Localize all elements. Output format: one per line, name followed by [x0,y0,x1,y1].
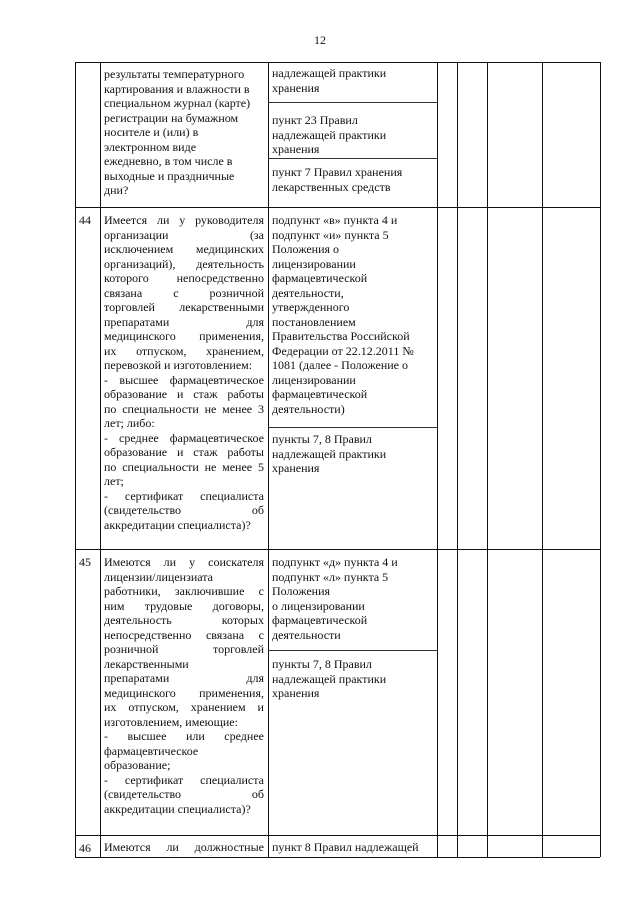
requirement-line: фармацевтической [272,387,368,401]
question-line: которого непосредственно [104,271,264,285]
question-line: картирования и влажности в [104,81,250,96]
question-line: фармацевтическое [104,743,199,758]
requirement-line: надлежащей практики [272,127,387,142]
row-border [75,857,600,858]
requirement-divider [268,158,437,159]
requirement-line: деятельности [272,627,341,642]
requirement-line: пункт 8 Правил надлежащей [272,840,419,854]
question-line: ним трудовые договоры, [104,598,264,613]
row-number: 45 [79,555,91,569]
column-border [75,62,76,857]
requirement-line: постановлением [272,314,356,329]
question-line: торговлей лекарственными [104,300,264,314]
column-border [100,62,101,857]
question-line: розничной торговлей [104,642,264,656]
requirement-line: 1081 (далее - Положение о [272,358,408,372]
question-line: организаций), деятельность [104,256,264,271]
column-border [487,62,488,857]
column-border [542,62,543,857]
requirement-line: лицензировании [272,256,356,271]
question-line: непосредственно связана с [104,627,264,642]
question-line: лет; [104,474,124,488]
question-line: регистрации на бумажном [104,110,239,125]
requirement-line: подпункт «л» пункта 5 [272,569,389,584]
row-number: 44 [79,213,91,227]
question-line: изготовлением, имеющие: [104,714,238,729]
requirement-line: надлежащей практики [272,66,387,80]
question-line: образование и стаж работы [104,387,264,401]
question-line: - среднее фармацевтическое [104,430,264,445]
requirement-line: подпункт «д» пункта 4 и [272,555,398,569]
row-number: 46 [79,841,91,855]
row-border [75,207,600,208]
question-line: организации (за [104,227,264,242]
page-number: 12 [314,33,326,47]
requirement-line: утвержденного [272,300,350,314]
question-line: результаты температурного [104,67,245,81]
question-line: их отпуском, хранением и [104,700,264,714]
question-line: Имеются ли должностные [104,840,264,854]
question-line: по специальности не менее 3 [104,401,264,416]
requirement-line: пункты 7, 8 Правил [272,657,372,671]
question-line: образование и стаж работы [104,445,264,459]
row-border [75,549,600,550]
question-line: препаратами для [104,671,264,685]
requirement-line: хранения [272,80,320,95]
question-line: Имеются ли у соискателя [104,555,264,569]
question-line: лет; либо: [104,416,155,430]
question-line: ежедневно, в том числе в [104,154,233,168]
question-line: аккредитации специалиста)? [104,517,251,532]
requirement-line: о лицензировании [272,598,365,613]
requirement-line: лицензировании [272,372,356,387]
question-line: перевозкой и изготовлением: [104,358,253,372]
question-line: медицинского применения, [104,329,264,343]
question-line: выходные и праздничные [104,168,235,183]
requirement-line: Правительства Российской [272,329,410,343]
question-line: (свидетельство об [104,503,264,517]
column-border [437,62,438,857]
question-line: электронном виде [104,139,197,154]
row-border [75,835,600,836]
requirement-line: фармацевтической [272,271,368,285]
column-border [268,62,269,857]
question-line: - сертификат специалиста [104,488,264,503]
question-line: - сертификат специалиста [104,772,264,787]
question-line: связана с розничной [104,285,264,300]
question-line: - высшее фармацевтическое [104,372,264,387]
question-line: носителе и (или) в [104,125,199,139]
requirement-divider [268,650,437,651]
requirement-line: надлежащей практики [272,671,387,686]
requirement-line: пункт 23 Правил [272,113,358,127]
question-line: специальном журнал (карте) [104,96,251,110]
requirement-line: пункт 7 Правил хранения [272,165,403,179]
requirement-divider [268,427,437,428]
requirement-line: Положения [272,584,331,598]
requirement-line: надлежащей практики [272,446,387,461]
requirement-line: Федерации от 22.12.2011 № [272,343,414,358]
requirement-line: подпункт «в» пункта 4 и [272,213,398,227]
requirement-line: хранения [272,142,320,156]
question-line: исключением медицинских [104,242,264,256]
row-border [75,62,600,63]
requirement-line: лекарственных средств [272,179,391,194]
question-line: образование; [104,758,171,772]
question-line: их отпуском, хранением, [104,343,264,358]
requirement-line: Положения о [272,242,340,256]
requirement-line: подпункт «и» пункта 5 [272,227,389,242]
requirement-divider [268,102,437,103]
requirement-line: деятельности) [272,401,345,416]
column-border [457,62,458,857]
question-line: (свидетельство об [104,787,264,801]
question-line: медицинского применения, [104,685,264,700]
question-line: деятельность которых [104,613,264,627]
question-line: по специальности не менее 5 [104,459,264,474]
requirement-line: хранения [272,461,320,475]
column-border [600,62,601,857]
requirement-line: пункты 7, 8 Правил [272,432,372,446]
requirement-line: деятельности, [272,285,344,300]
question-line: лекарственными [104,656,189,671]
question-line: препаратами для [104,314,264,329]
question-line: работники, заключившие с [104,584,264,598]
question-line: дни? [104,183,129,197]
question-line: аккредитации специалиста)? [104,801,251,816]
requirement-line: фармацевтической [272,613,368,627]
requirement-line: хранения [272,686,320,700]
question-line: Имеется ли у руководителя [104,213,264,227]
question-line: лицензии/лицензиата [104,569,213,584]
question-line: - высшее или среднее [104,729,264,743]
